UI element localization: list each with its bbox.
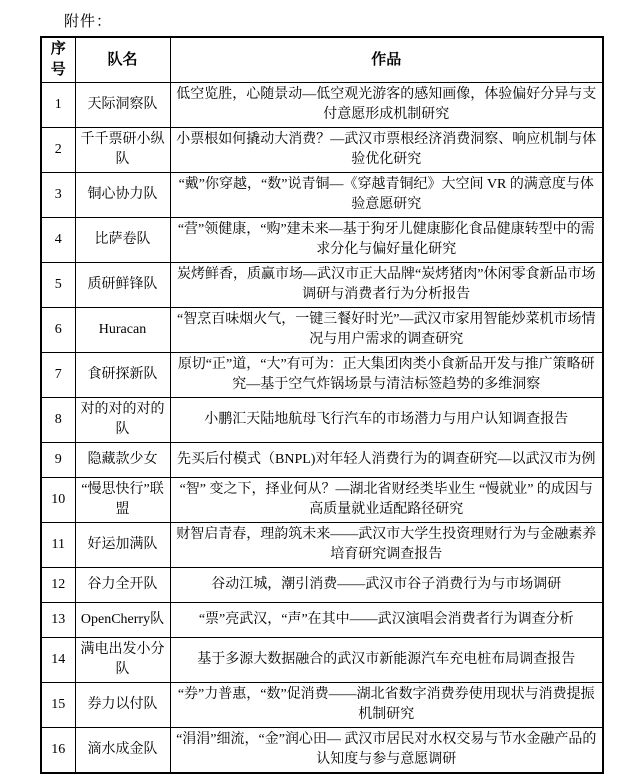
work-title: “营”领健康，“购”建未来—基于狗牙儿健康膨化食品健康转型中的需求分化与偏好量化研究 [170, 218, 603, 263]
team-name: Huracan [75, 308, 170, 353]
teams-table [40, 36, 604, 774]
table-row [41, 353, 603, 398]
row-index: 11 [41, 523, 75, 568]
work-title: 炭烤鲜香，质赢市场—武汉市正大品牌“炭烤猪肉”休闲零食新品市场调研与消费者行为分析报告 [170, 263, 603, 308]
team-name: 好运加满队 [75, 523, 170, 568]
team-name: 满电出发小分队 [75, 638, 170, 683]
table-header [41, 37, 603, 83]
table-row [41, 128, 603, 173]
table-body [41, 83, 603, 774]
row-index: 1 [41, 83, 75, 128]
row-index: 5 [41, 263, 75, 308]
table-row [41, 398, 603, 443]
row-index: 2 [41, 128, 75, 173]
row-index: 8 [41, 398, 75, 443]
table-row [41, 218, 603, 263]
table-row [41, 83, 603, 128]
row-index: 14 [41, 638, 75, 683]
team-name: OpenCherry队 [75, 603, 170, 638]
team-name: 券力以付队 [75, 683, 170, 728]
team-name: 千千票研小纵队 [75, 128, 170, 173]
work-title: “智” 变之下，择业何从？—湖北省财经类毕业生 “慢就业” 的成因与高质量就业适配路径研究 [170, 478, 603, 523]
row-index: 12 [41, 568, 75, 603]
team-name: 天际洞察队 [75, 83, 170, 128]
row-index: 4 [41, 218, 75, 263]
header-row [41, 37, 603, 83]
team-name: 比萨卷队 [75, 218, 170, 263]
attachment-label: 附件： [64, 14, 113, 30]
row-index: 9 [41, 443, 75, 478]
table-row [41, 263, 603, 308]
table-row [41, 443, 603, 478]
work-title: 先买后付模式（BNPL)对年轻人消费行为的调查研究—以武汉市为例 [170, 443, 603, 478]
team-name: 铜心协力队 [75, 173, 170, 218]
table-row [41, 683, 603, 728]
row-index: 10 [41, 478, 75, 523]
team-name: 滴水成金队 [75, 728, 170, 774]
work-title: 原切“正”道，“大”有可为：正大集团肉类小食新品开发与推广策略研究—基于空气炸锅场景与清洁标签趋势的多维洞察 [170, 353, 603, 398]
work-title: 谷动江城，潮引消费——武汉市谷子消费行为与市场调研 [170, 568, 603, 603]
row-index: 13 [41, 603, 75, 638]
table-row [41, 173, 603, 218]
table-row [41, 478, 603, 523]
team-name: 食研探新队 [75, 353, 170, 398]
team-name: 质研鲜锋队 [75, 263, 170, 308]
team-name: 谷力全开队 [75, 568, 170, 603]
table-row [41, 523, 603, 568]
work-title: “涓涓”细流，“金”润心田— 武汉市居民对水权交易与节水金融产品的认知度与参与意愿调研 [170, 728, 603, 774]
work-title: 基于多源大数据融合的武汉市新能源汽车充电桩布局调查报告 [170, 638, 603, 683]
row-index: 16 [41, 728, 75, 774]
work-title: 低空览胜，心随景动—低空观光游客的感知画像，体验偏好分异与支付意愿形成机制研究 [170, 83, 603, 128]
table-row [41, 638, 603, 683]
team-name: 隐藏款少女 [75, 443, 170, 478]
work-title: 小票根如何撬动大消费？—武汉市票根经济消费洞察、响应机制与体验优化研究 [170, 128, 603, 173]
header-team: 队名 [75, 37, 170, 83]
team-name: “慢思快行”联盟 [75, 478, 170, 523]
work-title: “戴”你穿越，“数”说青铜—《穿越青铜纪》大空间 VR 的满意度与体验意愿研究 [170, 173, 603, 218]
row-index: 7 [41, 353, 75, 398]
work-title: 小鹏汇天陆地航母飞行汽车的市场潜力与用户认知调查报告 [170, 398, 603, 443]
table-row [41, 728, 603, 774]
header-index: 序号 [41, 37, 75, 83]
work-title: 财智启青春，理韵筑未来——武汉市大学生投资理财行为与金融素养培育研究调查报告 [170, 523, 603, 568]
work-title: “票”亮武汉，“声”在其中——武汉演唱会消费者行为调查分析 [170, 603, 603, 638]
header-work: 作品 [170, 37, 603, 83]
table-row [41, 603, 603, 638]
work-title: “智烹百味烟火气，一键三餐好时光”—武汉市家用智能炒菜机市场情况与用户需求的调查研究 [170, 308, 603, 353]
team-name: 对的对的对的队 [75, 398, 170, 443]
row-index: 3 [41, 173, 75, 218]
row-index: 15 [41, 683, 75, 728]
table-row [41, 308, 603, 353]
table-row [41, 568, 603, 603]
row-index: 6 [41, 308, 75, 353]
work-title: “券”力普惠，“数”促消费——湖北省数字消费券使用现状与消费提振机制研究 [170, 683, 603, 728]
